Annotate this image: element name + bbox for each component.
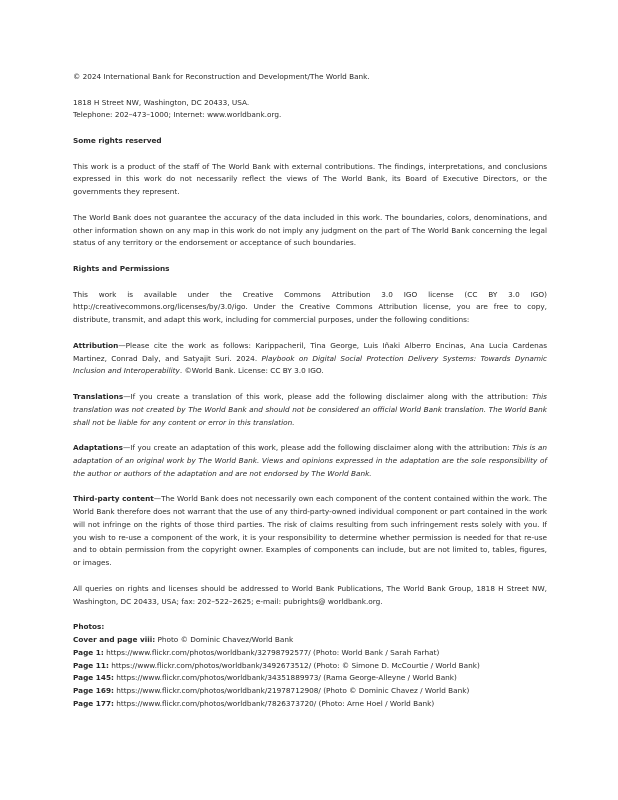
attribution-title: Playbook on Digital Social Protection Delivery Systems: Towards Dynamic Inclusion and Interoperability xyxy=(73,353,548,376)
photo-credit-text: https://www.flickr.com/photos/worldbank/21978712908/ (Photo © Dominic Chavez / World Bank) xyxy=(113,686,470,696)
some-rights-heading: Some rights reserved xyxy=(73,135,162,145)
translations-text: —If you create a translation of this work, please add the following disclaimer along with the attribution: xyxy=(123,391,533,401)
photo-credit xyxy=(73,647,547,660)
photos-heading: Photos: xyxy=(73,622,105,632)
photo-credit-text: https://www.flickr.com/photos/worldbank/3492673512/ (Photo: © Simone D. McCourtie / World Bank) xyxy=(108,660,480,670)
contact-line: Telephone: 202–473–1000; Internet: www.worldbank.org. xyxy=(73,110,282,120)
photo-credit-label: Page 177: xyxy=(73,699,114,709)
photo-credit-text: Photo © Dominic Chavez/World Bank xyxy=(155,635,294,645)
photo-credit-label: Page 1: xyxy=(73,647,104,657)
photo-credit xyxy=(73,672,547,685)
permissions-heading: Rights and Permissions xyxy=(73,263,170,273)
third-party-paragraph xyxy=(73,493,547,570)
photo-credit xyxy=(73,685,547,698)
attribution-label: Attribution xyxy=(73,340,119,350)
license-paragraph: This work is available under the Creative Commons Attribution 3.0 IGO license (CC BY 3.0 IGO) http://creativecommons.org/licenses/by/3.0/igo. Under the Creative Commons Attribution license, you are free to copy, distribute, transmit, and adapt this work, including for commercial purposes, under the following conditions: xyxy=(73,289,547,325)
photo-credit xyxy=(73,698,547,711)
rights-paragraph-2: The World Bank does not guarantee the accuracy of the data included in this work. The boundaries, colors, denominations, and other information shown on any map in this work do not imply any judgment on the part of The World Bank concerning the legal status of any territory or the endorsement or acceptance of such boundaries. xyxy=(73,212,547,248)
photo-credit-label: Page 145: xyxy=(73,673,114,683)
translations-disclaimer: This translation was not created by The World Bank and should not be considered an official World Bank translation. The World Bank shall not be liable for any content or error in this translation. xyxy=(73,391,547,427)
photo-credit-text: https://www.flickr.com/photos/worldbank/34351889973/ (Rama George-Alleyne / World Bank) xyxy=(113,673,457,683)
copyright-page xyxy=(73,71,547,711)
rights-paragraph-1: This work is a product of the staff of The World Bank with external contributions. The findings, interpretations, and conclusions expressed in this work do not necessarily reflect the views of The World Bank, its Board of Executive Directors, or the governments they represent. xyxy=(73,161,547,197)
third-party-label: Third-party content xyxy=(73,494,154,504)
adaptations-label: Adaptations xyxy=(73,443,123,453)
third-party-text: —The World Bank does not necessarily own each component of the content contained within the work. The World Bank therefore does not warrant that the use of any third-party-owned individual component or part contained in the work will not infringe on the rights of those third parties. The risk of claims resulting from such infringement rests solely with you. If you wish to re-use a component of the work, it is your responsibility to determine whether permission is needed for that re-use and to obtain permission from the copyright owner. Examples of components can include, but are not limited to, tables, figures, or images. xyxy=(73,494,547,568)
address-line: 1818 H Street NW, Washington, DC 20433, USA. xyxy=(73,97,250,107)
photo-credit-label: Page 169: xyxy=(73,686,114,696)
adaptations-text: —If you create an adaptation of this work, please add the following disclaimer along with the attribution: xyxy=(122,443,513,453)
translations-paragraph xyxy=(73,391,547,429)
attribution-text: —Please cite the work as follows: Karippacheril, Tina George, Luis Iñaki Alberro Encinas, Ana Lucia Cardenas Martinez, Conrad Daly, and Satyajit Suri. 2024. xyxy=(73,340,547,363)
queries-paragraph: All queries on rights and licenses should be addressed to World Bank Publications, The World Bank Group, 1818 H Street NW, Washington, DC 20433, USA; fax: 202–522–2625; e-mail: pubrights@ worldbank.org. xyxy=(73,583,547,606)
photo-credit-text: https://www.flickr.com/photos/worldbank/32798792577/ (Photo: World Bank / Sarah Farhat) xyxy=(103,647,440,657)
attribution-license: . ©World Bank. License: CC BY 3.0 IGO. xyxy=(179,366,324,376)
adaptations-paragraph xyxy=(73,442,547,480)
translations-label: Translations xyxy=(73,391,124,401)
photo-credit-text: https://www.flickr.com/photos/worldbank/7826373720/ (Photo: Arne Hoel / World Bank) xyxy=(113,699,435,709)
photo-credit-label: Cover and page viii: xyxy=(73,635,156,645)
photo-credit xyxy=(73,660,547,673)
attribution-paragraph xyxy=(73,340,547,378)
photo-credit xyxy=(73,634,547,647)
copyright-line: © 2024 International Bank for Reconstruction and Development/The World Bank. xyxy=(73,72,370,81)
photo-credit-label: Page 11: xyxy=(73,660,109,670)
adaptations-disclaimer: This is an adaptation of an original work by The World Bank. Views and opinions expressed in the adaptation are the sole responsibility of the author or authors of the adaptation and are not endorsed by The World Bank. xyxy=(73,443,547,478)
